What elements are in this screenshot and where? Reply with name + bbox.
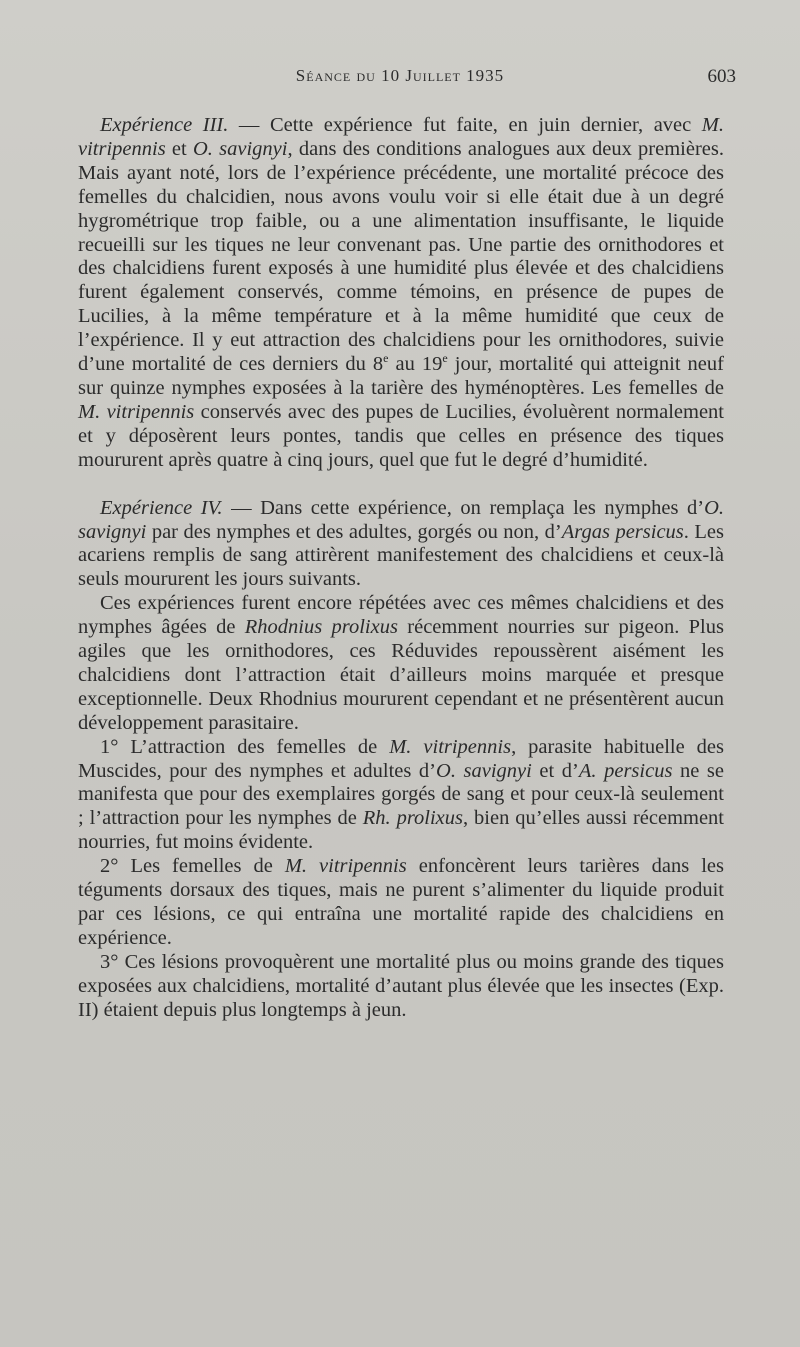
paragraph-experience-4 [78,497,724,593]
paragraph-conclusion-1 [78,736,724,856]
ordinal-superscript: e [383,351,389,366]
paragraph-rhodnius [78,592,724,735]
text-run: . Les acariens remplis de sang attirèrent manifestement des chalcidiens et ceux-là seuls moururent les jours suivants. [78,520,724,591]
text-run: ne se manifesta que pour des exemplaires gorgés de sang et pour ceux-là seulement ; l’attraction pour les nymphes de [78,759,724,830]
text-run: 2° Les femelles de [100,855,285,878]
italic-term: Rhodnius prolixus [244,616,398,639]
paragraph-experience-3 [78,114,724,473]
text-run: — Cette expérience fut faite, en juin dernier, avec [228,114,702,136]
italic-term: M. vitripennis [78,114,724,160]
paragraph-conclusion-3 [78,951,724,1023]
text-run: , dans des conditions analogues aux deux premières. Mais ayant noté, lors de l’expérience précédente, une mortalité précoce des femelles du chalcidien, nous avons voulu voir si elle était due à un degré hygrométrique trop faible, ou a une alimentation insuffisante, le liquide recueilli sur les tiques ne leur convenant pas. Une partie des ornithodores et des chalcidiens furent exposés à une humidité plus élevée et des chalcidiens furent également conservés, comme témoins, en présence de pupes de Lucilies, à la même température et à la même humidité que ceux de l’expérience. Il y eut attraction des chalcidiens pour les ornithodores, suivie d’une mortalité de ces derniers du 8 [78,137,725,376]
italic-term: O. savignyi [78,496,724,543]
text-run: jour, mortalité qui atteignit neuf sur quinze nymphes exposées à la tarière des hyménoptères. Les femelles de [78,353,724,399]
italic-term: Expérience III. [100,114,229,136]
italic-term: M. vitripennis [284,855,407,878]
text-run: — Dans cette expérience, on remplaça les nymphes d’ [222,496,705,519]
text-run: 3° Ces lésions provoquèrent une mortalité plus ou moins grande des tiques exposées aux chalcidiens, mortalité d’autant plus élevée que les insectes (Exp. II) étaient depuis plus longtemps à jeun. [78,950,724,1021]
text-run: , bien qu’elles aussi récemment nourries, fut moins évidente. [78,807,725,854]
body-text [78,114,724,1023]
italic-term: Expérience IV. [100,496,223,519]
page-number: 603 [707,66,736,87]
page-header [78,66,736,96]
italic-term: A. persicus [578,759,673,782]
text-run: , parasite habituelle des Muscides, pour des nymphes et adultes d’ [78,735,724,782]
italic-term: M. vitripennis [78,400,195,423]
text-run: Ces expériences furent encore répétées avec ces mêmes chalcidiens et des nymphes âgées de [78,592,724,639]
text-run: récemment nourries sur pigeon. Plus agiles que les ornithodores, ces Réduvides repoussèrent aisément les chalcidiens dont l’attraction était d’ailleurs moins marquée et presque exceptionnelle. Deux Rhodnius moururent cependant et ne présentèrent aucun développement parasitaire. [78,616,724,734]
text-run: et d’ [531,759,579,782]
ordinal-superscript: e [442,351,448,366]
text-run: au 19 [388,353,443,376]
text-run: conservés avec des pupes de Lucilies, évoluèrent normalement et y déposèrent leurs pontes, tandis que celles en présence des tiques moururent après quatre à cinq jours, quel que fut le degré d’humidité. [78,400,724,471]
italic-term: O. savignyi [436,759,532,782]
italic-term: M. vitripennis [389,735,512,758]
text-run: 1° L’attraction des femelles de [100,735,390,758]
running-title: Séance du 10 Juillet 1935 [295,66,505,85]
text-run: et [165,137,193,160]
paragraph-conclusion-2 [78,855,724,951]
italic-term: O. savignyi [192,137,288,160]
italic-term: Argas persicus [561,520,684,543]
text-run: enfoncèrent leurs tarières dans les téguments dorsaux des tiques, mais ne purent s’alimenter du liquide produit par ces lésions, ce qui entraîna une mortalité rapide des chalcidiens en expérience. [78,855,724,949]
text-run: par des nymphes et des adultes, gorgés ou non, d’ [146,520,562,543]
italic-term: Rh. prolixus [362,807,464,830]
